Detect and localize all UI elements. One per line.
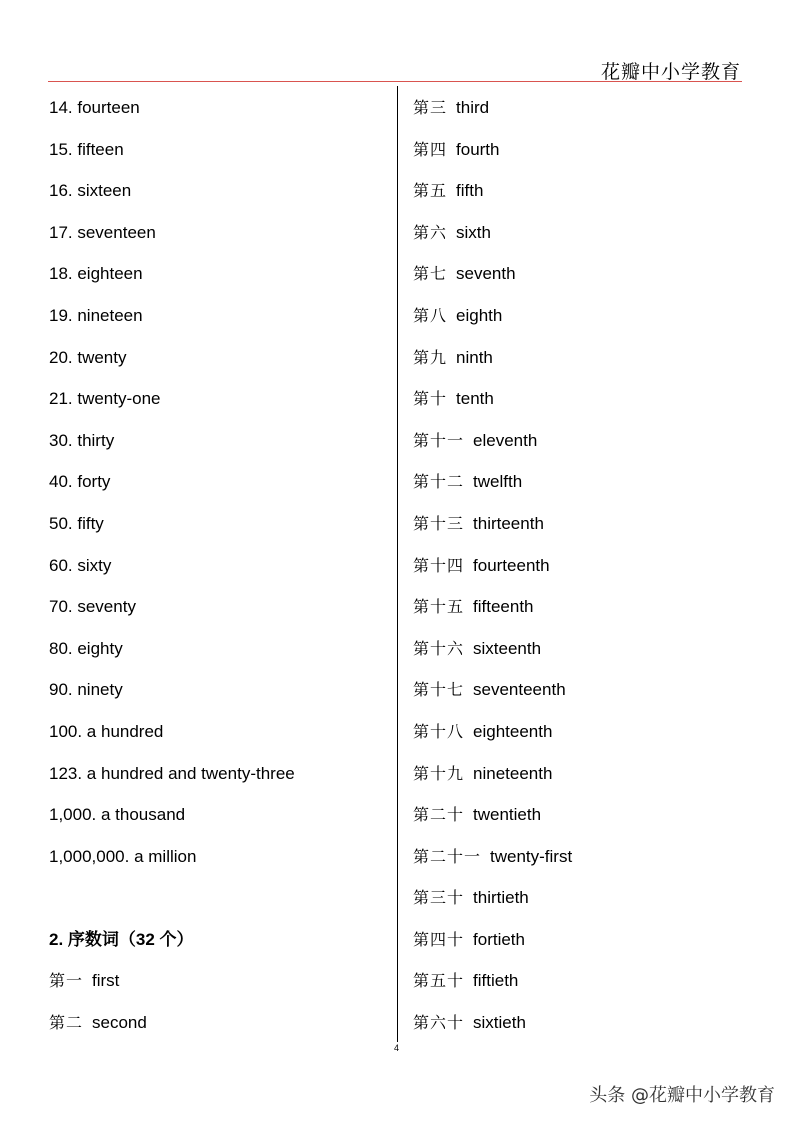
ordinal-cn: 第八 bbox=[413, 305, 448, 325]
ordinal-en: ninth bbox=[456, 347, 493, 367]
ordinal-en: sixth bbox=[456, 222, 491, 242]
ordinal-item bbox=[413, 628, 572, 670]
ordinal-cn: 第四十 bbox=[413, 929, 465, 949]
list-item: 123. a hundred and twenty-three bbox=[49, 763, 295, 783]
ordinal-cn: 第二 bbox=[49, 1013, 84, 1033]
list-item: 20. twenty bbox=[49, 347, 127, 367]
ordinal-en: fiftieth bbox=[473, 971, 519, 991]
list-item: 15. fifteen bbox=[49, 139, 124, 159]
list-item: 14. fourteen bbox=[49, 98, 140, 117]
ordinal-cn: 第十九 bbox=[413, 763, 465, 783]
ordinal-en: sixteenth bbox=[473, 638, 542, 658]
ordinal-item bbox=[413, 919, 572, 961]
ordinal-cn: 第五十 bbox=[413, 971, 465, 991]
ordinal-en: tenth bbox=[456, 389, 494, 409]
header-divider bbox=[48, 81, 742, 82]
ordinal-en: third bbox=[456, 98, 490, 117]
ordinal-item bbox=[413, 295, 572, 337]
list-item: 90. ninety bbox=[49, 680, 123, 700]
ordinal-item bbox=[49, 1002, 295, 1044]
ordinal-en: eighteenth bbox=[473, 721, 553, 741]
ordinal-cn: 第四 bbox=[413, 139, 448, 159]
ordinal-item bbox=[413, 877, 572, 919]
page-number: 4 bbox=[393, 1043, 399, 1053]
ordinal-en: thirtieth bbox=[473, 888, 529, 908]
ordinal-item bbox=[413, 378, 572, 420]
ordinal-item bbox=[413, 461, 572, 503]
left-column bbox=[49, 87, 295, 1044]
list-item: 21. twenty-one bbox=[49, 389, 161, 409]
ordinal-cn: 第六十 bbox=[413, 1013, 465, 1033]
ordinal-cn: 第五 bbox=[413, 181, 448, 201]
watermark-text: 头条 @花瓣中小学教育 bbox=[589, 1085, 775, 1106]
ordinal-cn: 第九 bbox=[413, 347, 448, 367]
ordinal-item bbox=[413, 420, 572, 462]
ordinal-en: fifth bbox=[456, 181, 484, 201]
ordinal-en: fortieth bbox=[473, 929, 525, 949]
list-item: 30. thirty bbox=[49, 430, 115, 450]
ordinal-item bbox=[413, 87, 572, 129]
ordinal-en: twelfth bbox=[473, 472, 523, 492]
ordinal-cn: 第十五 bbox=[413, 597, 465, 617]
list-item: 1,000,000. a million bbox=[49, 846, 197, 866]
ordinal-en: first bbox=[92, 971, 120, 991]
ordinal-en: second bbox=[92, 1013, 147, 1033]
list-item: 1,000. a thousand bbox=[49, 805, 186, 825]
ordinal-item bbox=[413, 337, 572, 379]
ordinal-cn: 第十八 bbox=[413, 721, 465, 741]
ordinal-cn: 第十四 bbox=[413, 555, 465, 575]
ordinal-item bbox=[413, 170, 572, 212]
ordinal-en: fourteenth bbox=[473, 555, 550, 575]
column-divider bbox=[397, 86, 398, 1042]
blank-spacer bbox=[49, 877, 295, 919]
ordinal-cn: 第十 bbox=[413, 389, 448, 409]
ordinal-en: twentieth bbox=[473, 805, 542, 825]
list-item: 80. eighty bbox=[49, 638, 123, 658]
ordinal-cn: 第十三 bbox=[413, 513, 465, 533]
ordinal-item bbox=[413, 586, 572, 628]
ordinal-item bbox=[413, 503, 572, 545]
ordinal-cn: 第三十 bbox=[413, 888, 465, 908]
list-item: 100. a hundred bbox=[49, 721, 164, 741]
ordinal-cn: 第十二 bbox=[413, 472, 465, 492]
ordinal-cn: 第三 bbox=[413, 98, 448, 117]
ordinal-item bbox=[413, 960, 572, 1002]
page-header-title: 花瓣中小学教育 bbox=[600, 61, 741, 83]
ordinal-cn: 第七 bbox=[413, 264, 448, 284]
ordinal-item bbox=[413, 1002, 572, 1044]
ordinal-item bbox=[413, 253, 572, 295]
ordinal-en: eleventh bbox=[473, 430, 538, 450]
right-column bbox=[413, 87, 572, 1044]
ordinal-item bbox=[413, 836, 572, 878]
ordinal-en: seventeenth bbox=[473, 680, 566, 700]
ordinal-cn: 第十六 bbox=[413, 638, 465, 658]
ordinal-en: twenty-first bbox=[490, 846, 573, 866]
list-item: 18. eighteen bbox=[49, 264, 143, 284]
ordinal-cn: 第二十一 bbox=[413, 846, 482, 866]
ordinal-item bbox=[413, 545, 572, 587]
ordinal-item bbox=[413, 753, 572, 795]
ordinal-item bbox=[413, 711, 572, 753]
ordinal-item bbox=[49, 960, 295, 1002]
ordinal-item bbox=[413, 794, 572, 836]
ordinal-cn: 第十七 bbox=[413, 680, 465, 700]
ordinal-cn: 第一 bbox=[49, 971, 84, 991]
ordinal-en: fourth bbox=[456, 139, 500, 159]
ordinal-en: eighth bbox=[456, 305, 503, 325]
ordinal-cn: 第六 bbox=[413, 222, 448, 242]
list-item: 60. sixty bbox=[49, 555, 112, 575]
ordinal-cn: 第十一 bbox=[413, 430, 465, 450]
ordinal-item bbox=[413, 669, 572, 711]
ordinal-en: nineteenth bbox=[473, 763, 553, 783]
ordinal-cn: 第二十 bbox=[413, 805, 465, 825]
ordinal-en: fifteenth bbox=[473, 597, 534, 617]
ordinal-en: thirteenth bbox=[473, 513, 544, 533]
ordinal-item bbox=[413, 212, 572, 254]
list-item: 16. sixteen bbox=[49, 181, 132, 201]
list-item: 50. fifty bbox=[49, 513, 104, 533]
list-item: 40. forty bbox=[49, 472, 111, 492]
list-item: 17. seventeen bbox=[49, 222, 156, 242]
list-item: 70. seventy bbox=[49, 597, 136, 617]
ordinal-en: seventh bbox=[456, 264, 516, 284]
section-heading: 2. 序数词（32 个） bbox=[49, 929, 194, 949]
ordinal-en: sixtieth bbox=[473, 1013, 526, 1033]
list-item: 19. nineteen bbox=[49, 305, 143, 325]
ordinal-item bbox=[413, 129, 572, 171]
